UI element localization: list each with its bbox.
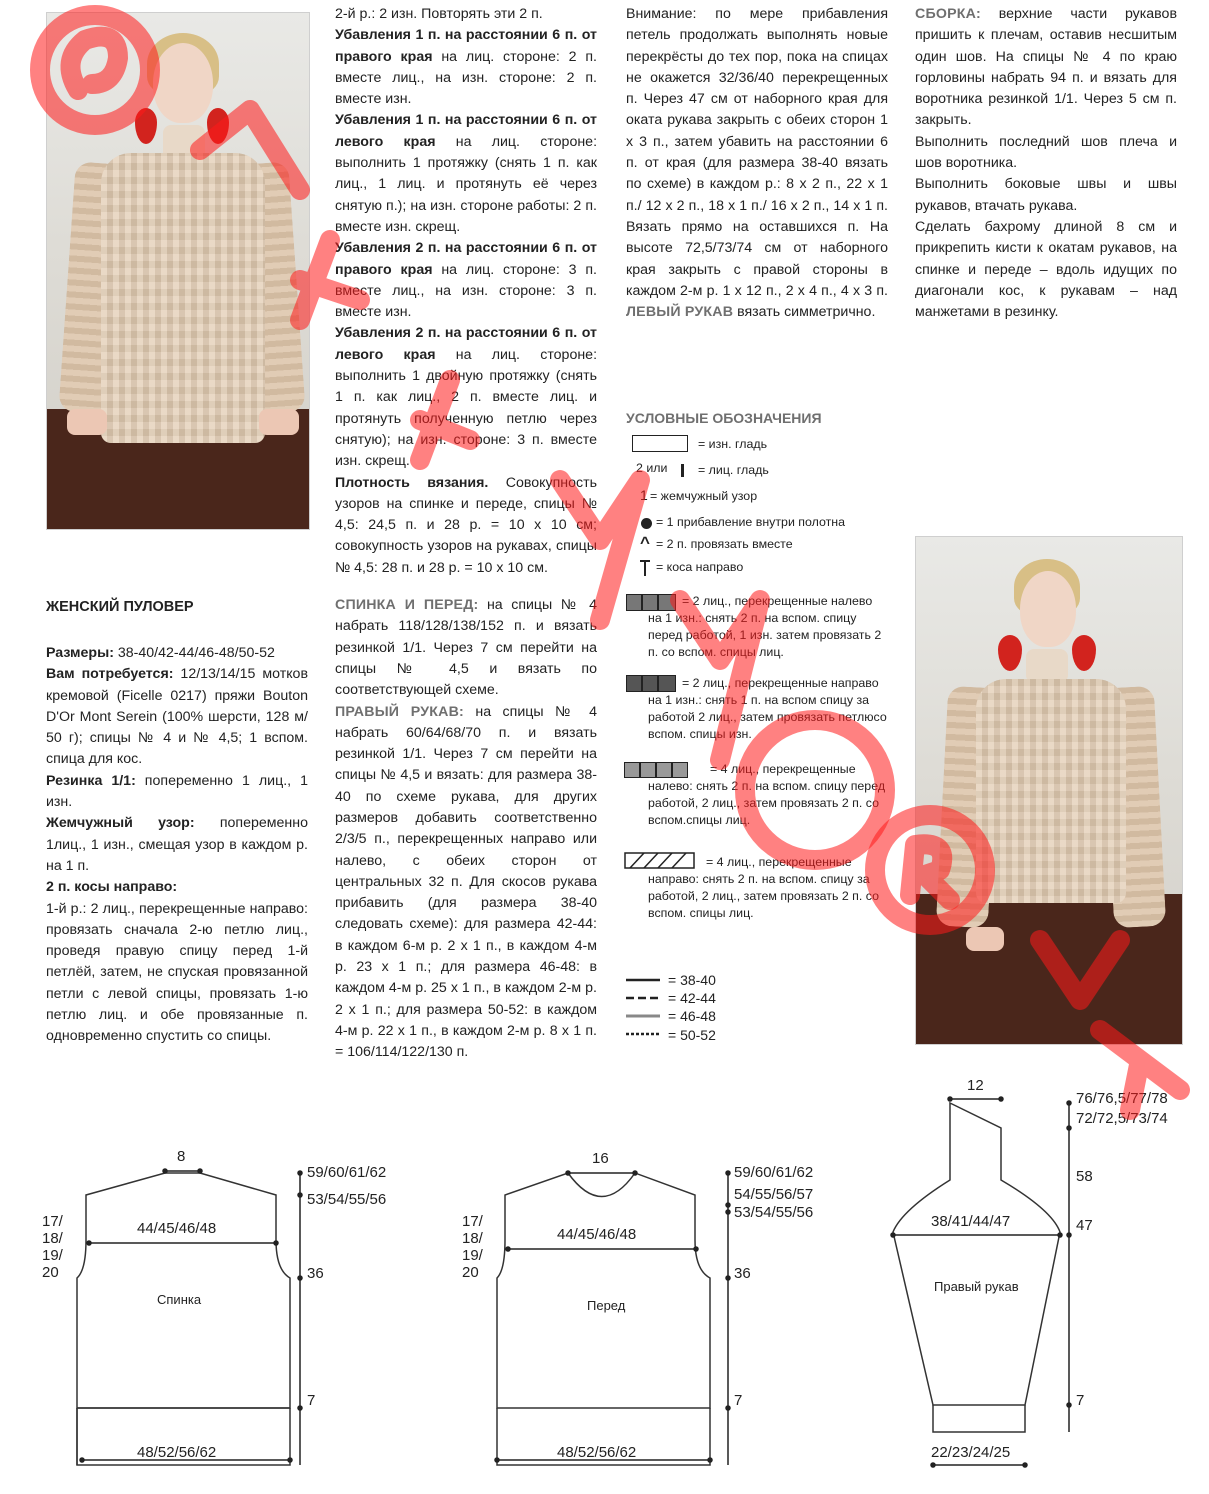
dec1l-text: на лиц. стороне: выполнить 1 протяжку (снять 1 п. как лиц., 1 лиц. и протянуть её через снятую п.); на изн. стороне работы: 2 п. вместе изн. скрещ. — [335, 133, 598, 235]
model-photo-main — [46, 12, 310, 530]
sleeve-cap-width: 38/41/44/47 — [931, 1213, 1011, 1230]
sleeve-text: на спицы № 4 набрать 60/64/68/70 п. и вязать резинкой 1/1. Через 7 см перейти на спицы № 4,5 и вязать: для размера 38-40 по схеме рукава, для других размеров добавить соответственно 2/3/5 п., перекрещенных направо или налево, с обеих сторон от центральных 32 п. Для скосов рукава прибавить (для размера 38-40 следовать схеме): для размера 42-44: в каждом 6-м р. 2 х 1 п., в каждом 4-м р. 23 х 1 п.; для размера 46-48: в каждом 4-м р. 25 х 1 п., в каждом 2-м р. 2 х 1 п.; для размера 50-52: в каждом 4-м р. 22 х 1 п., в каждом 2-м р. 8 х 1 п. = 106/114/122/130 п. — [335, 703, 597, 1061]
legend-size-50: = 50-52 — [668, 1027, 716, 1043]
pearl-symbol: 1 — [640, 487, 648, 503]
sleeve-bottom-width: 22/23/24/25 — [931, 1444, 1011, 1461]
legend-purl: = изн. гладь — [698, 437, 768, 451]
front-bottom-width: 48/52/56/62 — [557, 1444, 637, 1461]
legend-cable-right: = коса направо — [656, 560, 744, 574]
dec1r-label: Убавления 1 п. на расстоянии 6 п. от правого края — [335, 27, 597, 65]
legend-title: УСЛОВНЫЕ ОБОЗНАЧЕНИЯ — [626, 410, 822, 426]
sleeve-cap-text: Внимание: по мере прибавления петель продолжать выполнять новые перекрёсты до тех пор, пока на спицах не окажется 32/36/40 перекрещенных п. Через 47 см от наборного края для оката рукава закрыть с обеих сторон 1 х 3 п., затем убавить на расстоянии 6 п. от края (для размера 38-40 вязать по схеме) в каждом р.: 8 х 2 п., 22 х 1 п./ 12 х 2 п., 18 х 1 п./ 16 х 2 п., 14 х 1 п. Вязать прямо на оставшихся п. На высоте 72,5/73/74 см от наборного края закрыть с правой стороны в каждом 2-м р. 1 х 12 п., 2 х 4 п., 4 х 3 п. — [626, 6, 888, 299]
dec2l-text: на лиц. стороне: выполнить 1 двойную протяжку (снять 1 п. как лиц., 2 п. вместе лиц. и протянуть полученную петлю через снятую); на изн. стороне: 3 п. вместе изн. скрещ. — [335, 346, 598, 470]
front-side-height: 36 — [734, 1265, 751, 1282]
back-chest-width: 44/45/46/48 — [137, 1220, 217, 1237]
knit-symbol — [681, 464, 684, 477]
cable-label: 2 п. косы направо: — [46, 879, 178, 896]
back-piece-label: Спинка — [157, 1292, 202, 1307]
assembly-text: верхние части рукавов пришить к плечам, оставив несшитым один шов. На спицы № 4 по краю горловины набрать 94 п. и вязать для воротника резинкой 1/1. Через 5 см п. закрыть. — [915, 6, 1177, 129]
front-armhole-4: 20 — [462, 1264, 479, 1281]
front-armhole-2: 18/ — [462, 1230, 483, 1247]
back-label: СПИНКА И ПЕРЕД: — [335, 597, 479, 614]
front-rib-height: 7 — [734, 1392, 743, 1409]
assembly-p2: Выполнить последний шов плеча и шов воротника. — [915, 133, 1177, 172]
front-neck-width: 16 — [592, 1150, 609, 1167]
legend-size-46: = 46-48 — [668, 1008, 716, 1024]
front-total-height: 59/60/61/62 — [734, 1164, 814, 1181]
legend-knit: = лиц. гладь — [698, 463, 769, 477]
legend-c4l: = 4 лиц., перекрещенные налево: снять 2 п. на вспом. спицу перед работой, 2 лиц., затем провязать 2 п. со вспом.спицы лиц. — [648, 762, 886, 827]
legend-c4r: = 4 лиц., перекрещенные направо: снять 2 п. на вспом. спицу за работой, 2 лиц., затем провязать 2 п. со вспом. спицы лиц. — [648, 855, 879, 920]
legend-c2r: = 2 лиц., перекрещенные направо на 1 изн.: снять 1 п. на вспом спицу за работой 2 лиц., затем провязать петлюсо вспом. спицы изн. — [648, 676, 887, 741]
gauge-text: Совокупность узоров на спинке и переде, спицы № 4,5: 24,5 п. и 28 р. = 10 х 10 см; совокупность узоров на рукавах, спицы № 4,5: 28 п. и 28 р. = 10 х 10 см. — [335, 474, 597, 576]
front-mid-height: 54/55/56/57 — [734, 1186, 814, 1203]
sleeve-arm-height: 47 — [1076, 1217, 1093, 1234]
dec2r-text: на лиц. стороне: 3 п. вместе лиц., на изн. стороне: 3 п. вместе изн. — [335, 261, 597, 321]
sleeve-label: ПРАВЫЙ РУКАВ: — [335, 703, 464, 720]
gauge-label: Плотность вязания. — [335, 474, 489, 491]
back-text: на спицы № 4 набрать 118/128/138/152 п. и вязать резинкой 1/1. Через 7 см перейти на спицы № 4,5 и вязать по соответствующей схеме. — [335, 597, 597, 699]
legend-size-38: = 38-40 — [668, 972, 716, 988]
back-bottom-width: 48/52/56/62 — [137, 1444, 217, 1461]
front-armhole-3: 19/ — [462, 1247, 483, 1264]
sleeve-rib-height: 7 — [1076, 1392, 1085, 1409]
sleeve-cap-height: 58 — [1076, 1168, 1093, 1185]
rib-text: попеременно 1 лиц., 1 изн. — [46, 772, 308, 811]
model-photo-secondary — [915, 536, 1183, 1045]
legend-size-42: = 42-44 — [668, 990, 716, 1006]
row2-text: 2-й р.: 2 изн. Повторять эти 2 п. — [335, 6, 543, 22]
pearl-label: Жемчужный узор: — [46, 815, 195, 832]
legend-k2tog: = 2 п. провязать вместе — [656, 537, 793, 551]
pattern-title: ЖЕНСКИЙ ПУЛОВЕР — [46, 599, 194, 615]
rib-label: Резинка 1/1: — [46, 772, 136, 789]
column-sleeve-cap — [626, 4, 888, 323]
back-armhole-4: 20 — [42, 1264, 59, 1281]
back-armhole-3: 19/ — [42, 1247, 63, 1264]
purl-symbol — [632, 435, 688, 452]
back-rib-height: 7 — [307, 1392, 316, 1409]
legend-c2l: = 2 лиц., перекрещенные налево на 1 изн.: снять 2 п. на вспом. спицу перед работой, 1 изн. затем провязать 2 п. со вспом. спицы лиц. — [648, 594, 882, 659]
assembly-p4: Сделать бахрому длиной 8 см и прикрепить кисти к окатам рукавов, на спинке и переде – вдоль идущих по диагонали кос, к рукавам – над манжетами в резинку. — [915, 218, 1177, 321]
sleeve-total-height-1: 76/76,5/77/78 — [1076, 1090, 1168, 1107]
column-decreases — [335, 4, 597, 1064]
sleeve-total-height-2: 72/72,5/73/74 — [1076, 1110, 1168, 1127]
sizes-label: Размеры: — [46, 645, 114, 661]
size-line-symbols — [624, 972, 664, 1042]
cable-right-symbol — [640, 560, 650, 576]
assembly-label: СБОРКА: — [915, 6, 981, 22]
k2tog-symbol: ^ — [640, 533, 650, 552]
left-sleeve-text: вязать симметрично. — [733, 304, 876, 321]
front-piece-label: Перед — [587, 1298, 626, 1313]
schematic-lines — [0, 1060, 1209, 1494]
legend-knit-prefix: 2 или — [636, 461, 668, 475]
column-materials — [46, 643, 308, 1048]
back-neck-width: 8 — [177, 1148, 186, 1165]
sizes-text: 38-40/42-44/46-48/50-52 — [113, 645, 275, 661]
dec1l-label: Убавления 1 п. на расстоянии 6 п. от левого края — [335, 112, 597, 150]
front-armhole-1: 17/ — [462, 1213, 483, 1230]
sleeve-top-width: 12 — [967, 1077, 984, 1094]
left-sleeve-label: ЛЕВЫЙ РУКАВ — [626, 304, 734, 321]
legend-increase: = 1 прибавление внутри полотна — [656, 515, 846, 529]
need-text: 12/13/14/15 мотков кремовой (Ficelle 0217) пряжи Bouton D'Or Mont Serein (100% шерсти, 128 м/ 50 г); спицы № 4 и № 4,5; 1 вспом. спица для кос. — [46, 666, 308, 768]
need-label: Вам потребуется: — [46, 666, 174, 683]
back-total-height: 59/60/61/62 — [307, 1164, 387, 1181]
back-armhole-2: 18/ — [42, 1230, 63, 1247]
legend-pearl: = жемчужный узор — [650, 489, 758, 503]
column-assembly — [915, 4, 1177, 323]
dec2r-label: Убавления 2 п. на расстоянии 6 п. от правого края — [335, 240, 597, 278]
cable-text: 1-й р.: 2 лиц., перекрещенные направо: провязать сначала 2-ю петлю лиц., проведя правую спицу перед 1-й петлёй, затем, не спуская провязанной петли с левой спицы, провязать 1-ю петлю лиц. и обе провязанные п. одновременно спустить со спицы. — [46, 900, 308, 1045]
dec2l-label: Убавления 2 п. на расстоянии 6 п. от левого края — [335, 325, 597, 363]
dec1r-text: на лиц. стороне: 2 п. вместе лиц., на изн. стороне: 2 п. вместе изн. — [335, 48, 597, 108]
pearl-text: попеременно 1лиц., 1 изн., смещая узор в каждом р. на 1 п. — [46, 815, 308, 874]
sleeve-piece-label: Правый рукав — [934, 1279, 1019, 1294]
back-shoulder-height: 53/54/55/56 — [307, 1191, 387, 1208]
back-armhole-1: 17/ — [42, 1213, 63, 1230]
back-side-height: 36 — [307, 1265, 324, 1282]
increase-symbol — [641, 518, 652, 529]
front-chest-width: 44/45/46/48 — [557, 1226, 637, 1243]
assembly-p3: Выполнить боковые швы и швы рукавов, втачать рукава. — [915, 176, 1177, 214]
front-shoulder-height: 53/54/55/56 — [734, 1204, 814, 1221]
